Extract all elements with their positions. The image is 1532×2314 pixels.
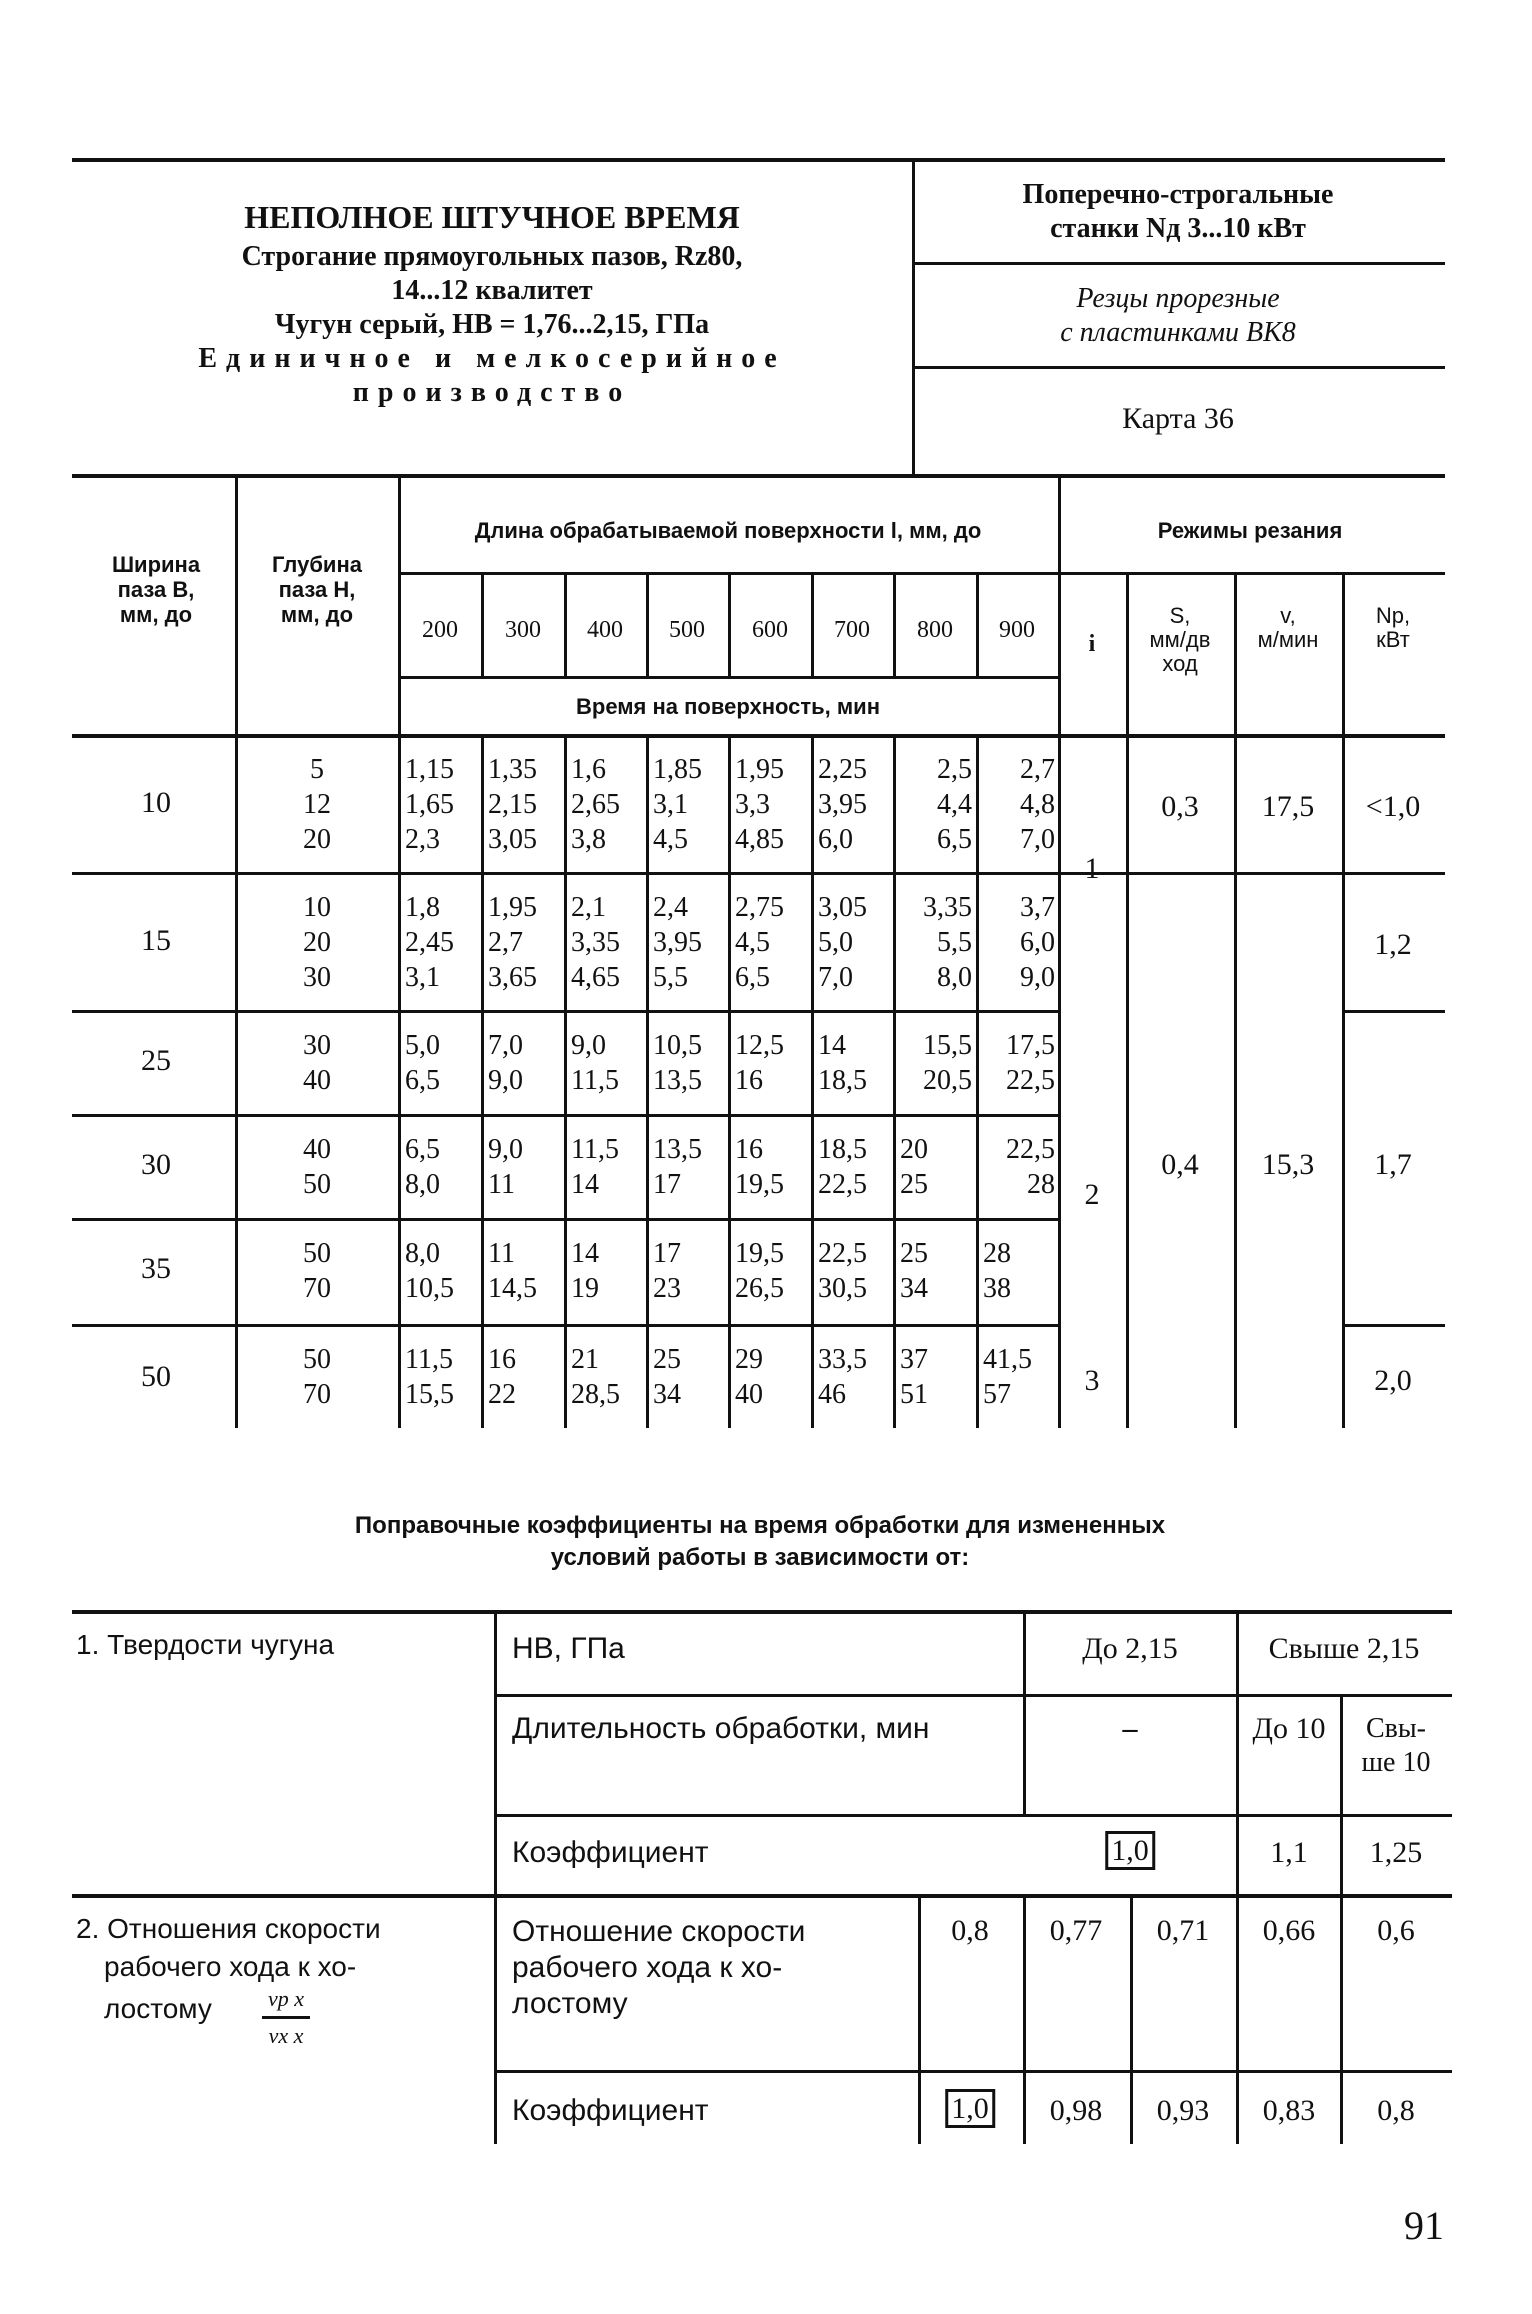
time-cell: 5,0 6,5: [405, 1030, 440, 1096]
time-cell: 2,4 3,95 5,5: [653, 892, 702, 993]
time-cell: 11,5 14: [571, 1134, 619, 1200]
time-cell: 17,5 22,5: [1006, 1030, 1055, 1096]
item1-label: 1. Твердости чугуна: [76, 1629, 335, 1660]
time-cell: 13,5 17: [653, 1134, 702, 1200]
depths-35: 50 70: [303, 1238, 331, 1304]
power-4: 2,0: [1374, 1364, 1412, 1397]
header-subtitle-quality: 14...12 квалитет: [391, 275, 593, 306]
length-200: 200: [422, 617, 458, 643]
time-cell: 1,15 1,65 2,3: [405, 754, 454, 855]
col-header-np: Nр, кВт: [1375, 603, 1411, 652]
time-cell: 2,25 3,95 6,0: [818, 754, 867, 855]
corrections-title-line1: Поправочные коэффициенты на время обработки для измененных: [354, 1512, 1166, 1539]
length-500: 500: [669, 617, 705, 643]
hardness-label: НВ, ГПа: [512, 1632, 625, 1665]
duration-upto: До 10: [1252, 1712, 1326, 1745]
corrections-title-line2: условий работы в зависимости от:: [550, 1544, 970, 1571]
time-cell: 6,5 8,0: [405, 1134, 440, 1200]
ratio-fraction: [262, 1986, 310, 2049]
tool-type: Резцы прорезные: [1076, 283, 1280, 314]
ratio-value: 0,6: [1377, 1914, 1415, 1947]
time-cell: 7,0 9,0: [488, 1030, 523, 1096]
passes-3: 3: [1084, 1364, 1100, 1397]
time-cell: 19,5 26,5: [735, 1238, 784, 1304]
time-cell: 1,95 2,7 3,65: [488, 892, 537, 993]
time-cell: 3,35 5,5 8,0: [923, 892, 972, 993]
time-cell: 8,0 10,5: [405, 1238, 454, 1304]
coef-label: Коэффициент: [512, 1836, 709, 1869]
page-number: 91: [1404, 2203, 1444, 2248]
coef-1-boxed: 1,0: [1105, 1831, 1155, 1870]
length-700: 700: [834, 617, 870, 643]
width-15: 15: [141, 924, 171, 957]
machine-power: станки Nд 3...10 кВт: [1050, 213, 1306, 244]
coef-1-value: 1,25: [1369, 1836, 1423, 1869]
time-cell: 16 22: [488, 1344, 516, 1410]
time-cell: 14 18,5: [818, 1030, 867, 1096]
time-cell: 9,0 11: [488, 1134, 523, 1200]
time-cell: 11,5 15,5: [405, 1344, 454, 1410]
width-35: 35: [141, 1252, 171, 1285]
time-cell: 1,8 2,45 3,1: [405, 892, 454, 993]
coef-2-value: 0,93: [1156, 2094, 1210, 2127]
length-800: 800: [917, 617, 953, 643]
ratio-value: 0,8: [951, 1914, 989, 1947]
time-cell: 14 19: [571, 1238, 599, 1304]
header-subtitle-operation: Строгание прямоугольных пазов, Rz80,: [241, 241, 743, 272]
time-cell: 1,6 2,65 3,8: [571, 754, 620, 855]
item2-label-line3: лостому: [104, 1993, 212, 2024]
time-cell: 41,5 57: [983, 1344, 1032, 1410]
feed-1: 0,3: [1161, 790, 1199, 823]
page-title: НЕПОЛНОЕ ШТУЧНОЕ ВРЕМЯ: [244, 199, 740, 235]
item2-label-line1: 2. Отношения скорости: [76, 1913, 381, 1944]
time-cell: 22,5 30,5: [818, 1238, 867, 1304]
col-header-depth: Глубина паза H, мм, до: [272, 552, 362, 627]
passes-1: 1: [1084, 852, 1100, 885]
width-10: 10: [141, 786, 171, 819]
time-cell: 15,5 20,5: [923, 1030, 972, 1096]
coef-2-boxed: 1,0: [945, 2089, 995, 2128]
width-25: 25: [141, 1044, 171, 1077]
col-header-time: Время на поверхность, мин: [576, 694, 880, 719]
depths-30: 40 50: [303, 1134, 331, 1200]
coef-2-value: 0,83: [1262, 2094, 1316, 2127]
length-300: 300: [505, 617, 541, 643]
col-header-i: i: [1088, 631, 1096, 657]
time-cell: 2,7 4,8 7,0: [1020, 754, 1055, 855]
power-3: 1,7: [1374, 1148, 1412, 1181]
hardness-above: Свыше 2,15: [1268, 1632, 1420, 1665]
length-900: 900: [999, 617, 1035, 643]
ratio-value: 0,66: [1262, 1914, 1316, 1947]
fraction-numerator: vр х: [262, 1986, 310, 2019]
duration-dash: –: [1122, 1712, 1138, 1745]
time-cell: 9,0 11,5: [571, 1030, 619, 1096]
coef2-label: Коэффициент: [512, 2094, 709, 2127]
time-cell: 21 28,5: [571, 1344, 620, 1410]
time-cell: 2,1 3,35 4,65: [571, 892, 620, 993]
time-cell: 1,95 3,3 4,85: [735, 754, 784, 855]
col-header-width: Ширина паза В, мм, до: [111, 552, 201, 627]
length-600: 600: [752, 617, 788, 643]
speed-1: 17,5: [1261, 790, 1315, 823]
duration-label: Длительность обработки, мин: [512, 1712, 930, 1745]
coef-1-value: 1,1: [1270, 1836, 1308, 1869]
time-cell: 29 40: [735, 1344, 763, 1410]
time-cell: 25 34: [653, 1344, 681, 1410]
power-2: 1,2: [1374, 928, 1412, 961]
fraction-denominator: vх х: [268, 2023, 304, 2048]
time-cell: 1,85 3,1 4,5: [653, 754, 702, 855]
depths-15: 10 20 30: [303, 892, 331, 993]
time-cell: 25 34: [900, 1238, 928, 1304]
item2-label-line2: рабочего хода к хо-: [104, 1951, 357, 1982]
time-cell: 12,5 16: [735, 1030, 784, 1096]
ratio-value: 0,77: [1049, 1914, 1103, 1947]
power-1: <1,0: [1365, 790, 1421, 823]
col-header-s: S, мм/дв ход: [1149, 603, 1211, 676]
passes-2: 2: [1084, 1178, 1100, 1211]
width-30: 30: [141, 1148, 171, 1181]
card-number: Карта 36: [1122, 402, 1234, 435]
depths-50: 50 70: [303, 1344, 331, 1410]
time-cell: 10,5 13,5: [653, 1030, 702, 1096]
depths-10: 5 12 20: [303, 754, 331, 855]
time-cell: 11 14,5: [488, 1238, 537, 1304]
time-cell: 37 51: [900, 1344, 928, 1410]
col-header-v: v, м/мин: [1257, 603, 1319, 652]
time-cell: 22,5 28: [1006, 1134, 1055, 1200]
time-cell: 3,7 6,0 9,0: [1020, 892, 1055, 993]
tool-material: с пластинками ВК8: [1060, 317, 1296, 348]
ratio-label: Отношение скорости рабочего хода к хо- лостому: [512, 1915, 806, 2020]
time-cell: 17 23: [653, 1238, 681, 1304]
time-cell: 28 38: [983, 1238, 1011, 1304]
header-subtitle-production: Единичное и мелкосерийное: [198, 343, 786, 374]
feed-2: 0,4: [1161, 1148, 1199, 1181]
machine-type: Поперечно-строгальные: [1022, 179, 1334, 210]
header-subtitle-material: Чугун серый, НВ = 1,76...2,15, ГПа: [274, 309, 710, 340]
time-cell: 20 25: [900, 1134, 928, 1200]
width-50: 50: [141, 1360, 171, 1393]
time-cell: 2,5 4,4 6,5: [937, 754, 972, 855]
ratio-value: 0,71: [1156, 1914, 1210, 1947]
time-cell: 3,05 5,0 7,0: [818, 892, 867, 993]
time-cell: 2,75 4,5 6,5: [735, 892, 784, 993]
coef-2-value: 0,98: [1049, 2094, 1103, 2127]
speed-2: 15,3: [1261, 1148, 1315, 1181]
time-cell: 16 19,5: [735, 1134, 784, 1200]
col-header-length: Длина обрабатываемой поверхности l, мм, до: [474, 518, 982, 543]
depths-25: 30 40: [303, 1030, 331, 1096]
hardness-upto: До 2,15: [1082, 1632, 1178, 1665]
duration-above: Свы- ше 10: [1361, 1713, 1431, 1778]
coef-2-value: 0,8: [1377, 2094, 1415, 2127]
length-400: 400: [587, 617, 623, 643]
time-cell: 1,35 2,15 3,05: [488, 754, 537, 855]
time-cell: 33,5 46: [818, 1344, 867, 1410]
time-cell: 18,5 22,5: [818, 1134, 867, 1200]
col-header-modes: Режимы резания: [1157, 518, 1343, 543]
header-subtitle-production-2: производство: [352, 377, 632, 408]
